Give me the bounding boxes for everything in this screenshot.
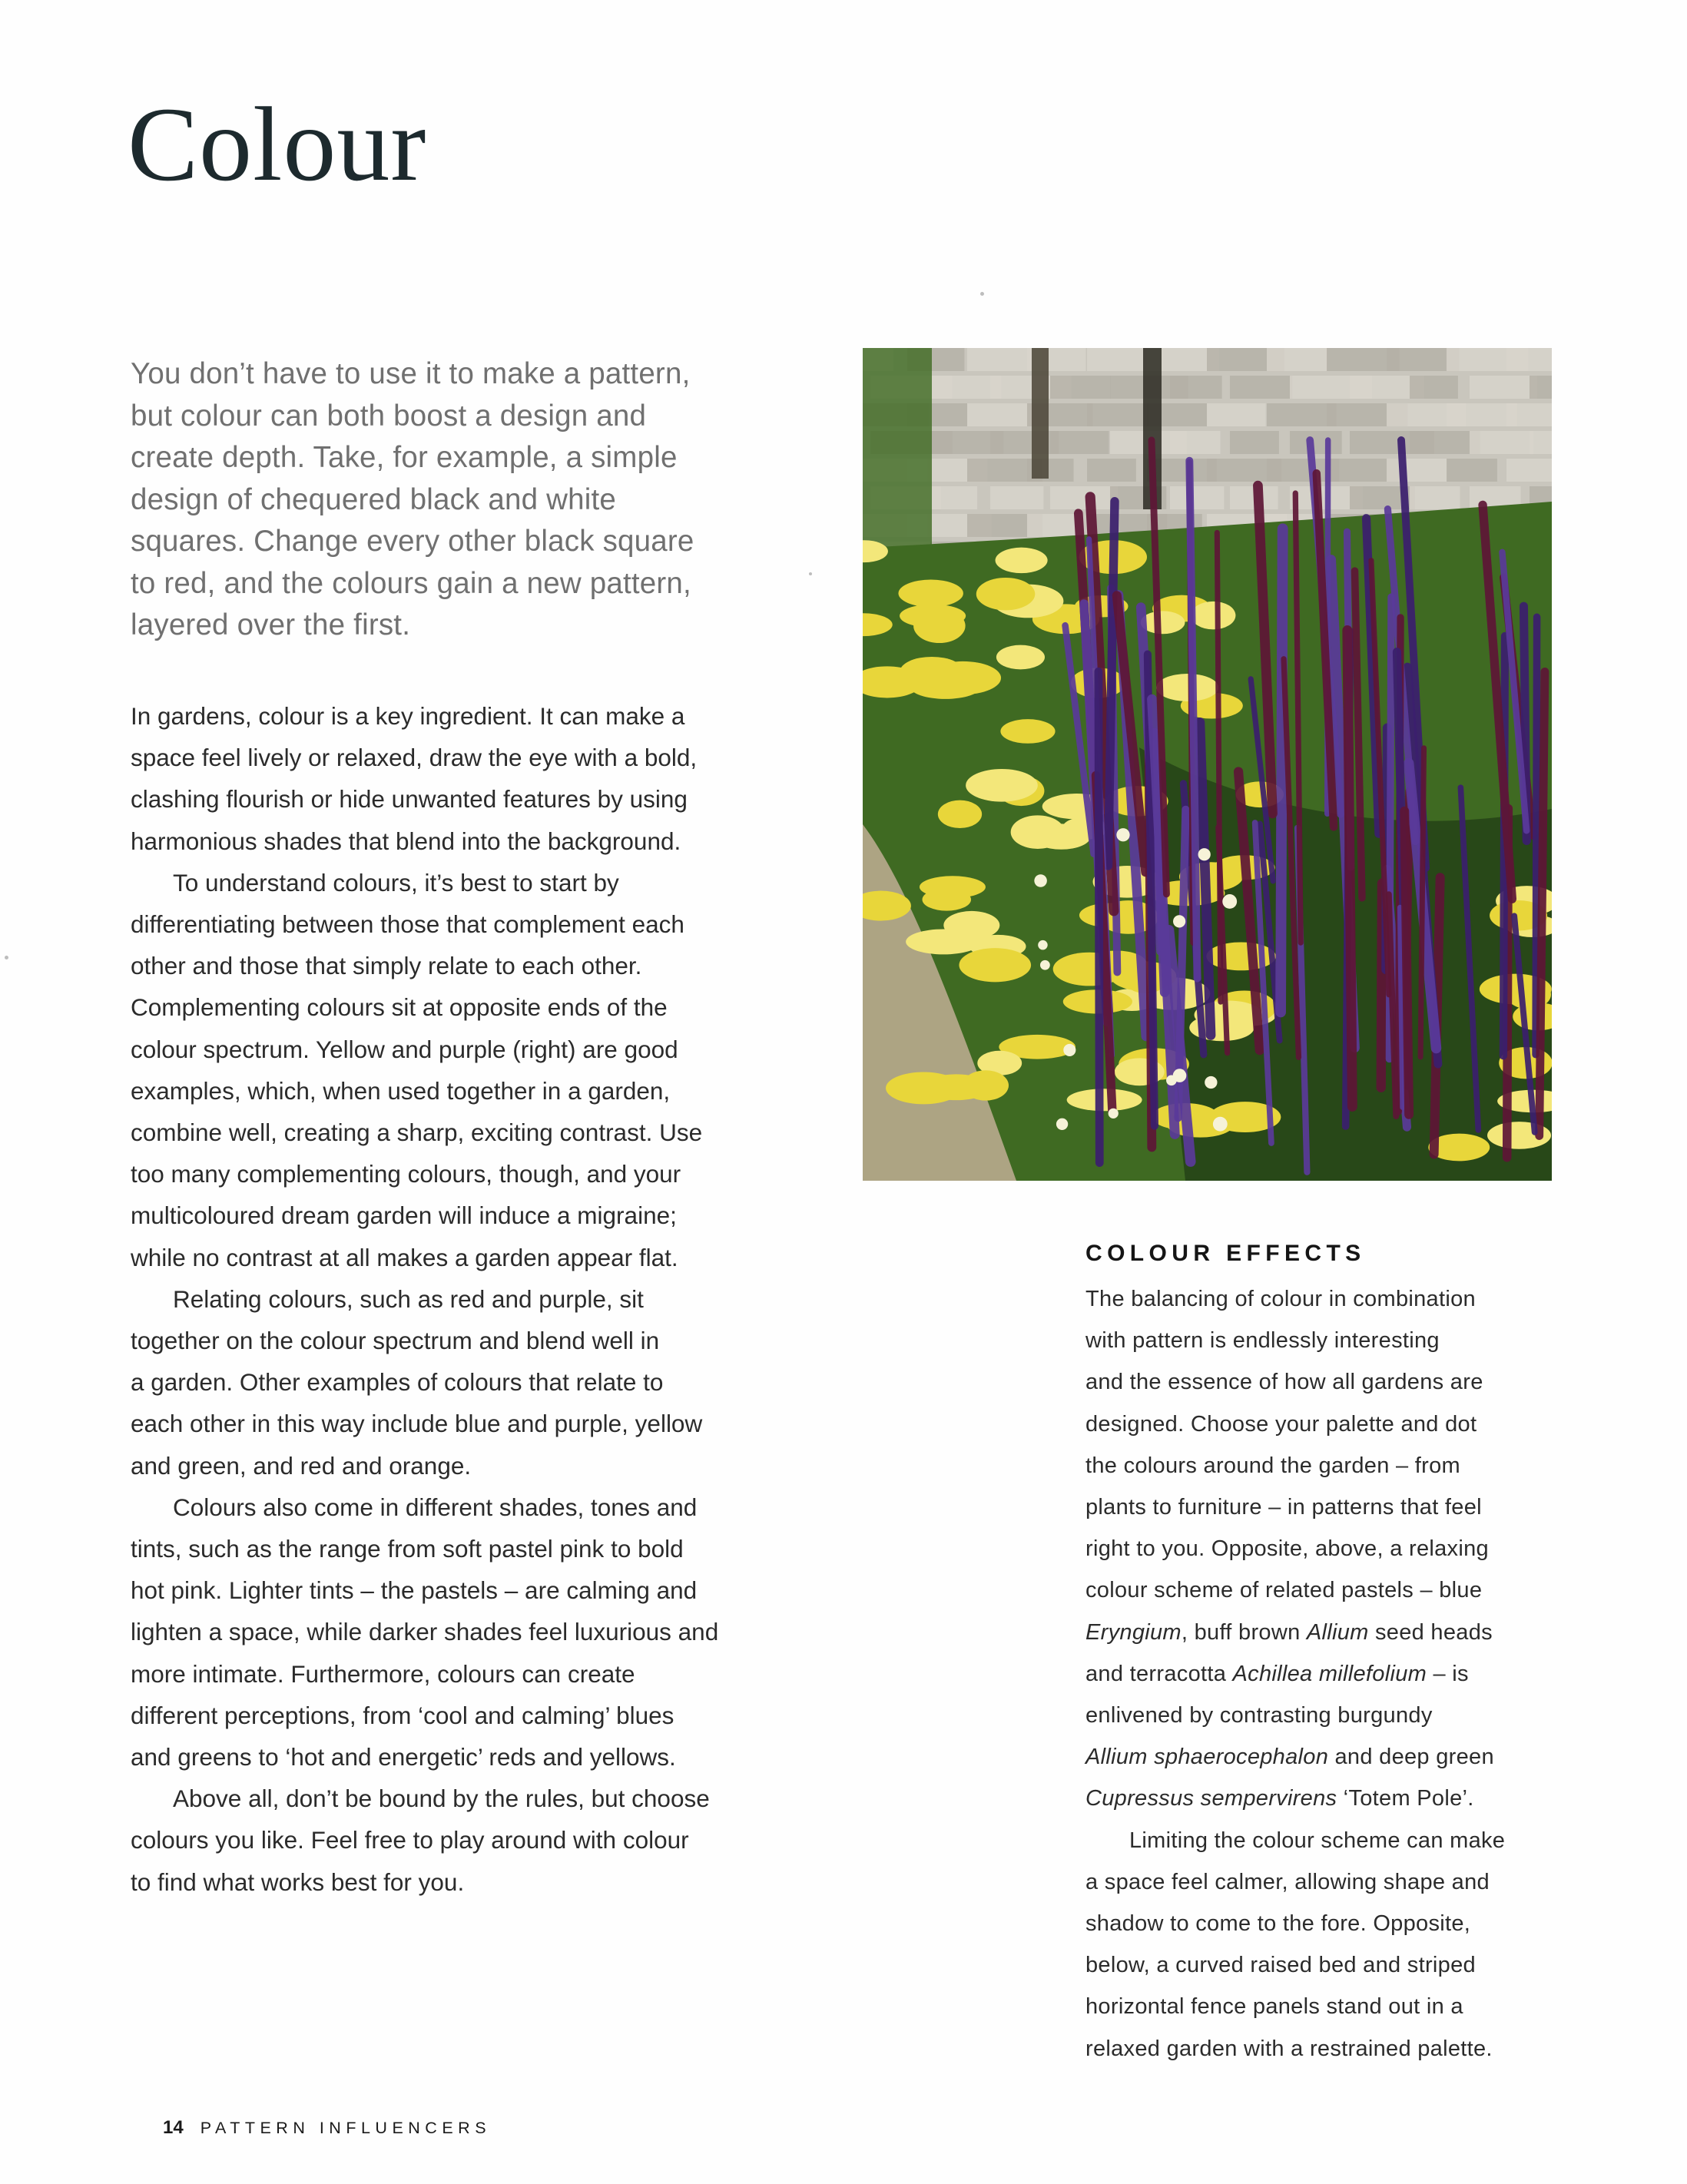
salvia-spike: [1420, 748, 1424, 1057]
intro-line: design of chequered black and white: [131, 482, 616, 516]
sidebar-text: and the essence of how all gardens are: [1085, 1370, 1483, 1395]
achillea-flower: [1156, 674, 1218, 701]
wall-stone: [1410, 431, 1480, 454]
salvia-spike: [1404, 811, 1409, 1115]
wall-stone: [1267, 348, 1327, 371]
sidebar-line: [1085, 1820, 1577, 1861]
scan-speck: [809, 572, 812, 575]
sidebar-text: shadow to come to the fore. Opposite,: [1085, 1911, 1471, 1937]
colour-effects-sidebar: [1085, 1237, 1577, 2070]
wall-stone: [1230, 376, 1292, 399]
wall-stone: [1207, 403, 1266, 426]
sidebar-text: – is: [1427, 1661, 1469, 1686]
intro-line: You don’t have to use it to make a pattern,: [131, 357, 691, 390]
body-line: To understand colours, it’s best to start by: [173, 868, 619, 896]
scan-speck: [5, 956, 8, 959]
plant-name: Eryngium: [1085, 1619, 1182, 1645]
wall-stone: [1470, 431, 1533, 454]
sidebar-text: colour scheme of related pastels – blue: [1085, 1578, 1483, 1603]
body-line: Above all, don’t be bound by the rules, but choose: [173, 1785, 710, 1813]
body-line: other and those that simply relate to each other.: [131, 952, 642, 980]
body-line: clashing flourish or hide unwanted features by using: [131, 785, 688, 814]
wall-stone: [1447, 403, 1517, 426]
sidebar-text: plants to furniture – in patterns that feel: [1085, 1495, 1482, 1520]
intro-paragraph: [131, 353, 853, 647]
daisy-flower: [1213, 1117, 1228, 1132]
body-line: hot pink. Lighter tints – the pastels – are calming and: [131, 1576, 698, 1605]
wall-stone: [1410, 376, 1458, 399]
page-title: Colour: [128, 85, 427, 203]
body-line: combine well, creating a sharp, exciting contrast. Use: [131, 1119, 703, 1147]
garden-photo: [863, 348, 1552, 1181]
wall-stone: [1506, 348, 1552, 371]
sidebar-text: the colours around the garden – from: [1085, 1453, 1460, 1478]
sidebar-text: and deep green: [1328, 1745, 1494, 1770]
sidebar-line: [1085, 1778, 1577, 1819]
achillea-flower: [1141, 611, 1185, 634]
daisy-flower: [1198, 848, 1211, 860]
wall-stone: [1050, 486, 1118, 509]
body-line: different perceptions, from ‘cool and calming’ blues: [131, 1701, 674, 1729]
sidebar-text: seed heads: [1368, 1619, 1493, 1645]
wall-shadow: [1032, 348, 1049, 479]
body-line: and green, and red and orange.: [131, 1451, 472, 1480]
sidebar-line: [1085, 1569, 1577, 1611]
sidebar-text: with pattern is endlessly interesting: [1085, 1328, 1440, 1354]
sidebar-text: a space feel calmer, allowing shape and: [1085, 1869, 1490, 1894]
sidebar-line: [1085, 1486, 1577, 1528]
sidebar-body: [1085, 1278, 1577, 2070]
wall-stone: [1387, 459, 1447, 482]
sidebar-line: [1085, 1695, 1577, 1736]
body-line: more intimate. Furthermore, colours can create: [131, 1659, 635, 1688]
sidebar-line: [1085, 1861, 1577, 1903]
wall-stone: [930, 486, 977, 509]
achillea-flower: [959, 948, 1031, 982]
salvia-spike: [1536, 617, 1537, 1054]
sidebar-text: below, a curved raised bed and striped: [1085, 1953, 1476, 1978]
sidebar-text: , buff brown: [1181, 1619, 1307, 1645]
wall-stone: [1447, 459, 1497, 482]
achillea-flower: [1067, 1089, 1142, 1111]
sidebar-text: horizontal fence panels stand out in a: [1085, 1994, 1463, 2020]
sidebar-text: enlivened by contrasting burgundy: [1085, 1703, 1433, 1728]
sidebar-line: [1085, 1903, 1577, 1944]
intro-line: create depth. Take, for example, a simple: [131, 441, 678, 474]
achillea-flower: [925, 661, 1001, 694]
achillea-flower: [898, 579, 963, 607]
daisy-flower: [1173, 915, 1185, 927]
achillea-flower: [920, 876, 986, 898]
wall-stone: [1170, 376, 1222, 399]
plant-name: Allium: [1306, 1619, 1369, 1645]
body-line: examples, which, when used together in a garden,: [131, 1076, 671, 1105]
wall-stone: [1290, 431, 1342, 454]
daisy-flower: [1040, 960, 1050, 970]
achillea-flower: [1011, 815, 1065, 849]
intro-line: squares. Change every other black square: [131, 525, 694, 558]
achillea-flower: [938, 800, 982, 828]
intro-line: but colour can both boost a design and: [131, 399, 647, 432]
achillea-flower: [996, 548, 1048, 573]
wall-stone: [1506, 403, 1552, 426]
daisy-flower: [1038, 940, 1047, 949]
salvia-spike: [1540, 671, 1545, 1135]
sidebar-line: [1085, 1445, 1577, 1486]
body-line: Relating colours, such as red and purple, sit: [173, 1284, 644, 1313]
achillea-flower: [1000, 719, 1055, 744]
sidebar-text: The balancing of colour in combination: [1085, 1287, 1476, 1311]
sidebar-line: [1085, 1528, 1577, 1569]
sidebar-text: and terracotta: [1085, 1661, 1233, 1686]
achillea-flower: [966, 769, 1038, 802]
plant-name: Achillea millefolium: [1232, 1661, 1427, 1686]
wall-stone: [1230, 431, 1279, 454]
body-line: while no contrast at all makes a garden appear flat.: [131, 1243, 678, 1271]
wall-stone: [1506, 459, 1552, 482]
body-line: too many complementing colours, though, and your: [131, 1160, 681, 1188]
body-line: together on the colour spectrum and blend well in: [131, 1327, 660, 1355]
sidebar-text: relaxed garden with a restrained palette.: [1085, 2036, 1493, 2061]
sidebar-line: [1085, 1736, 1577, 1778]
wall-stone: [1050, 431, 1109, 454]
body-line: and greens to ‘hot and energetic’ reds and yellows.: [131, 1743, 676, 1771]
wall-stone: [1050, 376, 1111, 399]
wall-stone: [1530, 431, 1552, 454]
body-line: Colours also come in different shades, tones and: [173, 1493, 698, 1521]
daisy-flower: [1205, 1076, 1217, 1089]
running-head: PATTERN INFLUENCERS: [200, 2119, 492, 2137]
achillea-flower: [1206, 942, 1276, 970]
wall-stone: [1470, 376, 1537, 399]
plant-name: Allium sphaerocephalon: [1085, 1745, 1329, 1770]
body-line: colour spectrum. Yellow and purple (right) are good: [131, 1035, 678, 1063]
wall-stone: [990, 486, 1043, 509]
body-line: In gardens, colour is a key ingredient. It can make a: [131, 702, 685, 730]
page-footer: [163, 2116, 491, 2139]
sidebar-text: Limiting the colour scheme can make: [1129, 1828, 1506, 1853]
body-line: multicoloured dream garden will induce a migraine;: [131, 1201, 677, 1230]
sidebar-text: designed. Choose your palette and dot: [1085, 1411, 1477, 1437]
achillea-flower: [1191, 602, 1235, 630]
wall-stone: [1170, 486, 1224, 509]
achillea-flower: [996, 645, 1045, 670]
achillea-flower: [900, 605, 966, 628]
sidebar-line: [1085, 2028, 1577, 2070]
daisy-flower: [1166, 1075, 1177, 1086]
wall-stone: [1410, 486, 1460, 509]
daisy-flower: [1222, 894, 1237, 909]
scan-speck: [980, 292, 984, 296]
salvia-spike: [1347, 630, 1353, 1106]
body-line: harmonious shades that blend into the background.: [131, 827, 681, 855]
wall-stone: [1530, 376, 1552, 399]
sidebar-line: [1085, 1320, 1577, 1361]
sidebar-line: [1085, 1986, 1577, 2027]
body-line: differentiating between those that complement each: [131, 910, 684, 939]
wall-stone: [1170, 431, 1221, 454]
sidebar-line: [1085, 1278, 1577, 1320]
page-number: 14: [163, 2117, 184, 2138]
garden-photo-illustration: [863, 348, 1552, 1181]
body-line: Complementing colours sit at opposite ends of the: [131, 993, 668, 1022]
body-line: each other in this way include blue and purple, yellow: [131, 1410, 703, 1438]
salvia-spike: [1281, 529, 1283, 1012]
wall-stone: [1087, 459, 1136, 482]
sidebar-line: [1085, 1612, 1577, 1653]
daisy-flower: [1034, 874, 1047, 887]
wall-stone: [1087, 403, 1148, 426]
body-line: to find what works best for you.: [131, 1868, 465, 1896]
intro-line: layered over the first.: [131, 608, 411, 641]
daisy-flower: [1056, 1119, 1068, 1130]
daisy-flower: [1109, 1109, 1119, 1119]
sidebar-line: [1085, 1944, 1577, 1986]
body-line: space feel lively or relaxed, draw the eye with a bold,: [131, 744, 698, 772]
plant-name: Cupressus sempervirens: [1085, 1786, 1337, 1811]
body-line: a garden. Other examples of colours that relate to: [131, 1368, 664, 1397]
sidebar-line: [1085, 1653, 1577, 1695]
intro-line: to red, and the colours gain a new pattern,: [131, 566, 691, 600]
body-line: lighten a space, while darker shades feel luxurious and: [131, 1618, 719, 1646]
sidebar-heading: COLOUR EFFECTS: [1085, 1241, 1366, 1266]
sidebar-text: right to you. Opposite, above, a relaxing: [1085, 1536, 1489, 1562]
body-line: colours you like. Feel free to play around with colour: [131, 1826, 689, 1854]
sidebar-line: [1085, 1361, 1577, 1403]
daisy-flower: [1116, 828, 1129, 841]
body-line: tints, such as the range from soft pastel pink to bold: [131, 1535, 684, 1563]
sidebar-line: [1085, 1404, 1577, 1445]
wall-stone: [1267, 403, 1337, 426]
achillea-flower: [963, 1070, 1009, 1100]
sidebar-text: ‘Totem Pole’.: [1337, 1786, 1474, 1811]
achillea-flower: [976, 578, 1036, 610]
daisy-flower: [1063, 1044, 1076, 1056]
body-text-column: [131, 695, 837, 1903]
